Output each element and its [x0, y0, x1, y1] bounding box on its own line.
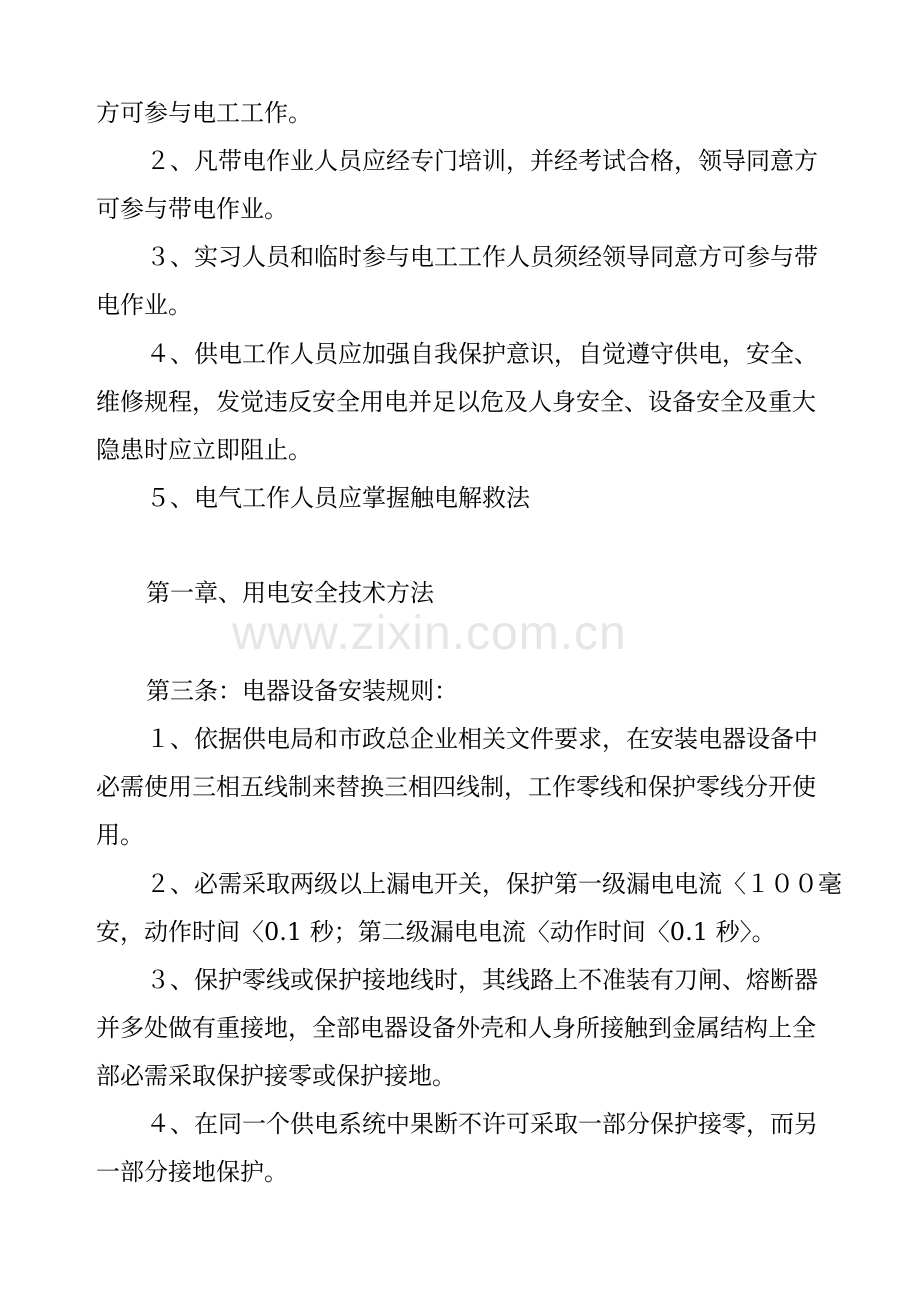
paragraph-line: ３、保护零线或保护接地线时，其线路上不准装有刀闸、熔断器	[146, 966, 818, 994]
paragraph-line: ２、必需采取两级以上漏电开关，保护第一级漏电电流〈１００毫	[146, 870, 842, 898]
watermark-text: www.zixin.com.cn	[232, 607, 627, 660]
paragraph-line: 方可参与电工工作。	[96, 99, 312, 127]
paragraph-line: ５、电气工作人员应掌握触电解救法	[146, 484, 530, 512]
paragraph-line: 并多处做有重接地，全部电器设备外壳和人身所接触到金属结构上全	[96, 1014, 816, 1042]
paragraph-line: ３、实习人员和临时参与电工工作人员须经领导同意方可参与带	[146, 243, 818, 271]
article-heading: 第三条：电器设备安装规则：	[146, 677, 458, 705]
paragraph-line: ２、凡带电作业人员应经专门培训，并经考试合格，领导同意方	[146, 147, 818, 175]
paragraph-line: 必需使用三相五线制来替换三相四线制，工作零线和保护零线分开使	[96, 773, 816, 801]
chapter-heading: 第一章、用电安全技术方法	[146, 579, 434, 607]
paragraph-line: 电作业。	[96, 291, 192, 319]
paragraph-line: 部必需采取保护接零或保护接地。	[96, 1062, 456, 1090]
paragraph-line: 维修规程，发觉违反安全用电并足以危及人身安全、设备安全及重大	[96, 388, 816, 416]
paragraph-line: 隐患时应立即阻止。	[96, 436, 312, 464]
paragraph-line: 安，动作时间〈0.1 秒；第二级漏电电流〈动作时间〈0.1 秒〉。	[96, 918, 776, 946]
paragraph-line: 用。	[96, 821, 144, 849]
paragraph-line: 一部分接地保护。	[96, 1158, 288, 1186]
paragraph-line: ４、在同一个供电系统中果断不许可采取一部分保护接零，而另	[146, 1110, 818, 1138]
paragraph-line: 可参与带电作业。	[96, 195, 288, 223]
paragraph-line: １、依据供电局和市政总企业相关文件要求，在安装电器设备中	[146, 725, 818, 753]
paragraph-line: ４、供电工作人员应加强自我保护意识，自觉遵守供电，安全、	[146, 340, 818, 368]
